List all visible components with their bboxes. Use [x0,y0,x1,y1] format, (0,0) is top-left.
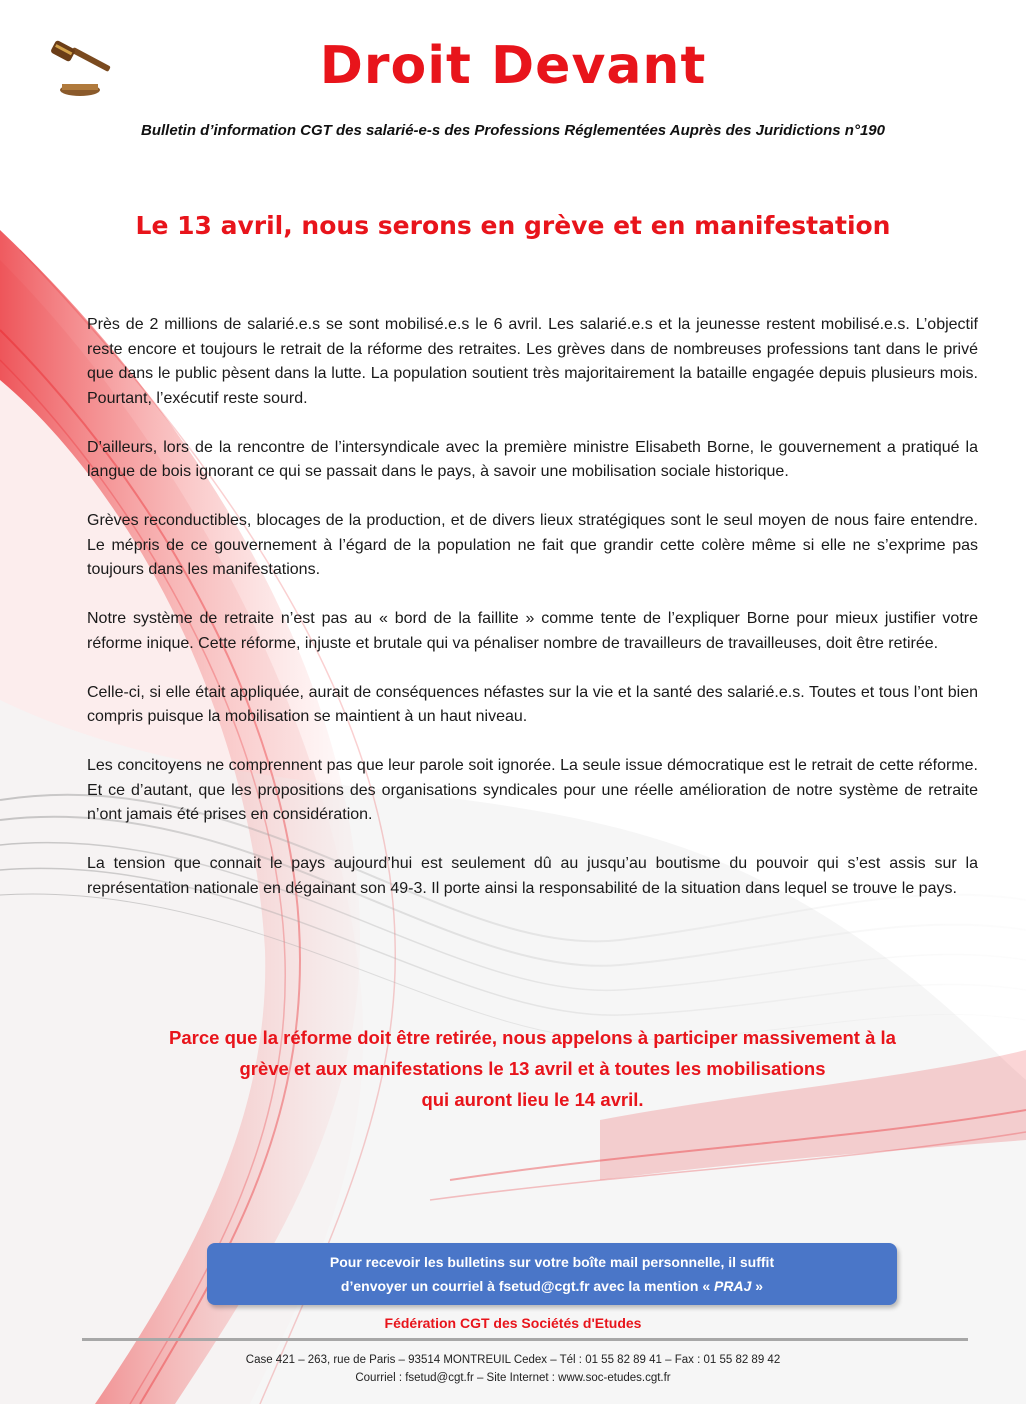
call-to-action-line: grève et aux manifestations le 13 avril et à toutes les mobilisations [239,1058,826,1079]
subscription-line [207,1274,897,1298]
federation-name: Fédération CGT des Sociétés d'Etudes [384,1315,642,1331]
praj-mention: PRAJ [714,1278,752,1294]
subscription-line: Pour recevoir les bulletins sur votre boîte mail personnelle, il suffit [329,1254,775,1270]
call-to-action [87,1022,978,1115]
email-website: Courriel : fsetud@cgt.fr – Site Internet : www.soc-etudes.cgt.fr [355,1372,671,1384]
subscription-text: » [751,1278,764,1294]
article-paragraph: Les concitoyens ne comprennent pas que leur parole soit ignorée. La seule issue démocratique est le retrait de cette réforme. Et ce d’autant, que les propositions des organisations syndicales pour une réelle amélioration de notre système de retraite n’ont jamais été prises en considération. [87,757,978,823]
footer-divider [82,1338,968,1341]
article-headline: Le 13 avril, nous serons en grève et en manifestation [135,211,891,240]
bulletin-title: Droit Devant [319,36,707,96]
article-paragraph: Grèves reconductibles, blocages de la production, et de divers lieux stratégiques sont le seul moyen de nous faire entendre. Le mépris de ce gouvernement à l’égard de la population ne fait que grandir cette colère même si elle ne s’exprime pas toujours dans les manifestations. [87,512,978,578]
postal-address: Case 421 – 263, rue de Paris – 93514 MONTREUIL Cedex – Tél : 01 55 82 89 41 – Fax : 01 55 82 89 42 [245,1354,781,1366]
subscription-text: d’envoyer un courriel à fsetud@cgt.fr avec la mention « [340,1278,715,1294]
article-paragraph: La tension que connait le pays aujourd’hui est seulement dû au jusqu’au boutisme du pouvoir qui s’est assis sur la représentation nationale en dégainant son 49-3. Il porte ainsi la responsabilité de la situation dans lequel se trouve le pays. [87,855,978,897]
article-body [87,313,978,926]
article-paragraph: Celle-ci, si elle était appliquée, aurait de conséquences néfastes sur la vie et la santé des salarié.e.s. Toutes et tous l’ont bien compris puisque la mobilisation se maintient à un haut niveau. [87,683,978,725]
article-paragraph: Près de 2 millions de salarié.e.s se sont mobilisé.e.s le 6 avril. Les salarié.e.s et la jeunesse restent mobilisé.e.s. L’objectif reste encore et toujours le retrait de la réforme des retraites. Les grèves dans de nombreuses professions tant dans le privé que dans le public pèsent dans la lutte. La population soutient très majoritairement la bataille engagée depuis plusieurs mois. Pourtant, l’exécutif reste sourd. [87,316,978,407]
article-paragraph: Notre système de retraite n’est pas au « bord de la faillite » comme tente de l’expliquer Borne pour mieux justifier votre réforme inique. Cette réforme, injuste et brutale qui va pénaliser nombre de travailleurs de travailleuses, doit être retirée. [87,610,978,652]
call-to-action-line: Parce que la réforme doit être retirée, nous appelons à participer massivement à la [169,1027,896,1048]
bulletin-subtitle: Bulletin d’information CGT des salarié-e-s des Professions Réglementées Auprès des Juridictions n°190 [141,122,885,139]
article-paragraph: D’ailleurs, lors de la rencontre de l’intersyndicale avec la première ministre Elisabeth Borne, le gouvernement a pratiqué la langue de bois ignorant ce qui se passait dans le pays, à savoir une mobilisation sociale historique. [87,438,978,480]
call-to-action-line: qui auront lieu le 14 avril. [421,1089,644,1110]
newsletter-subscription-box [207,1243,897,1305]
contact-info [0,1351,1026,1387]
